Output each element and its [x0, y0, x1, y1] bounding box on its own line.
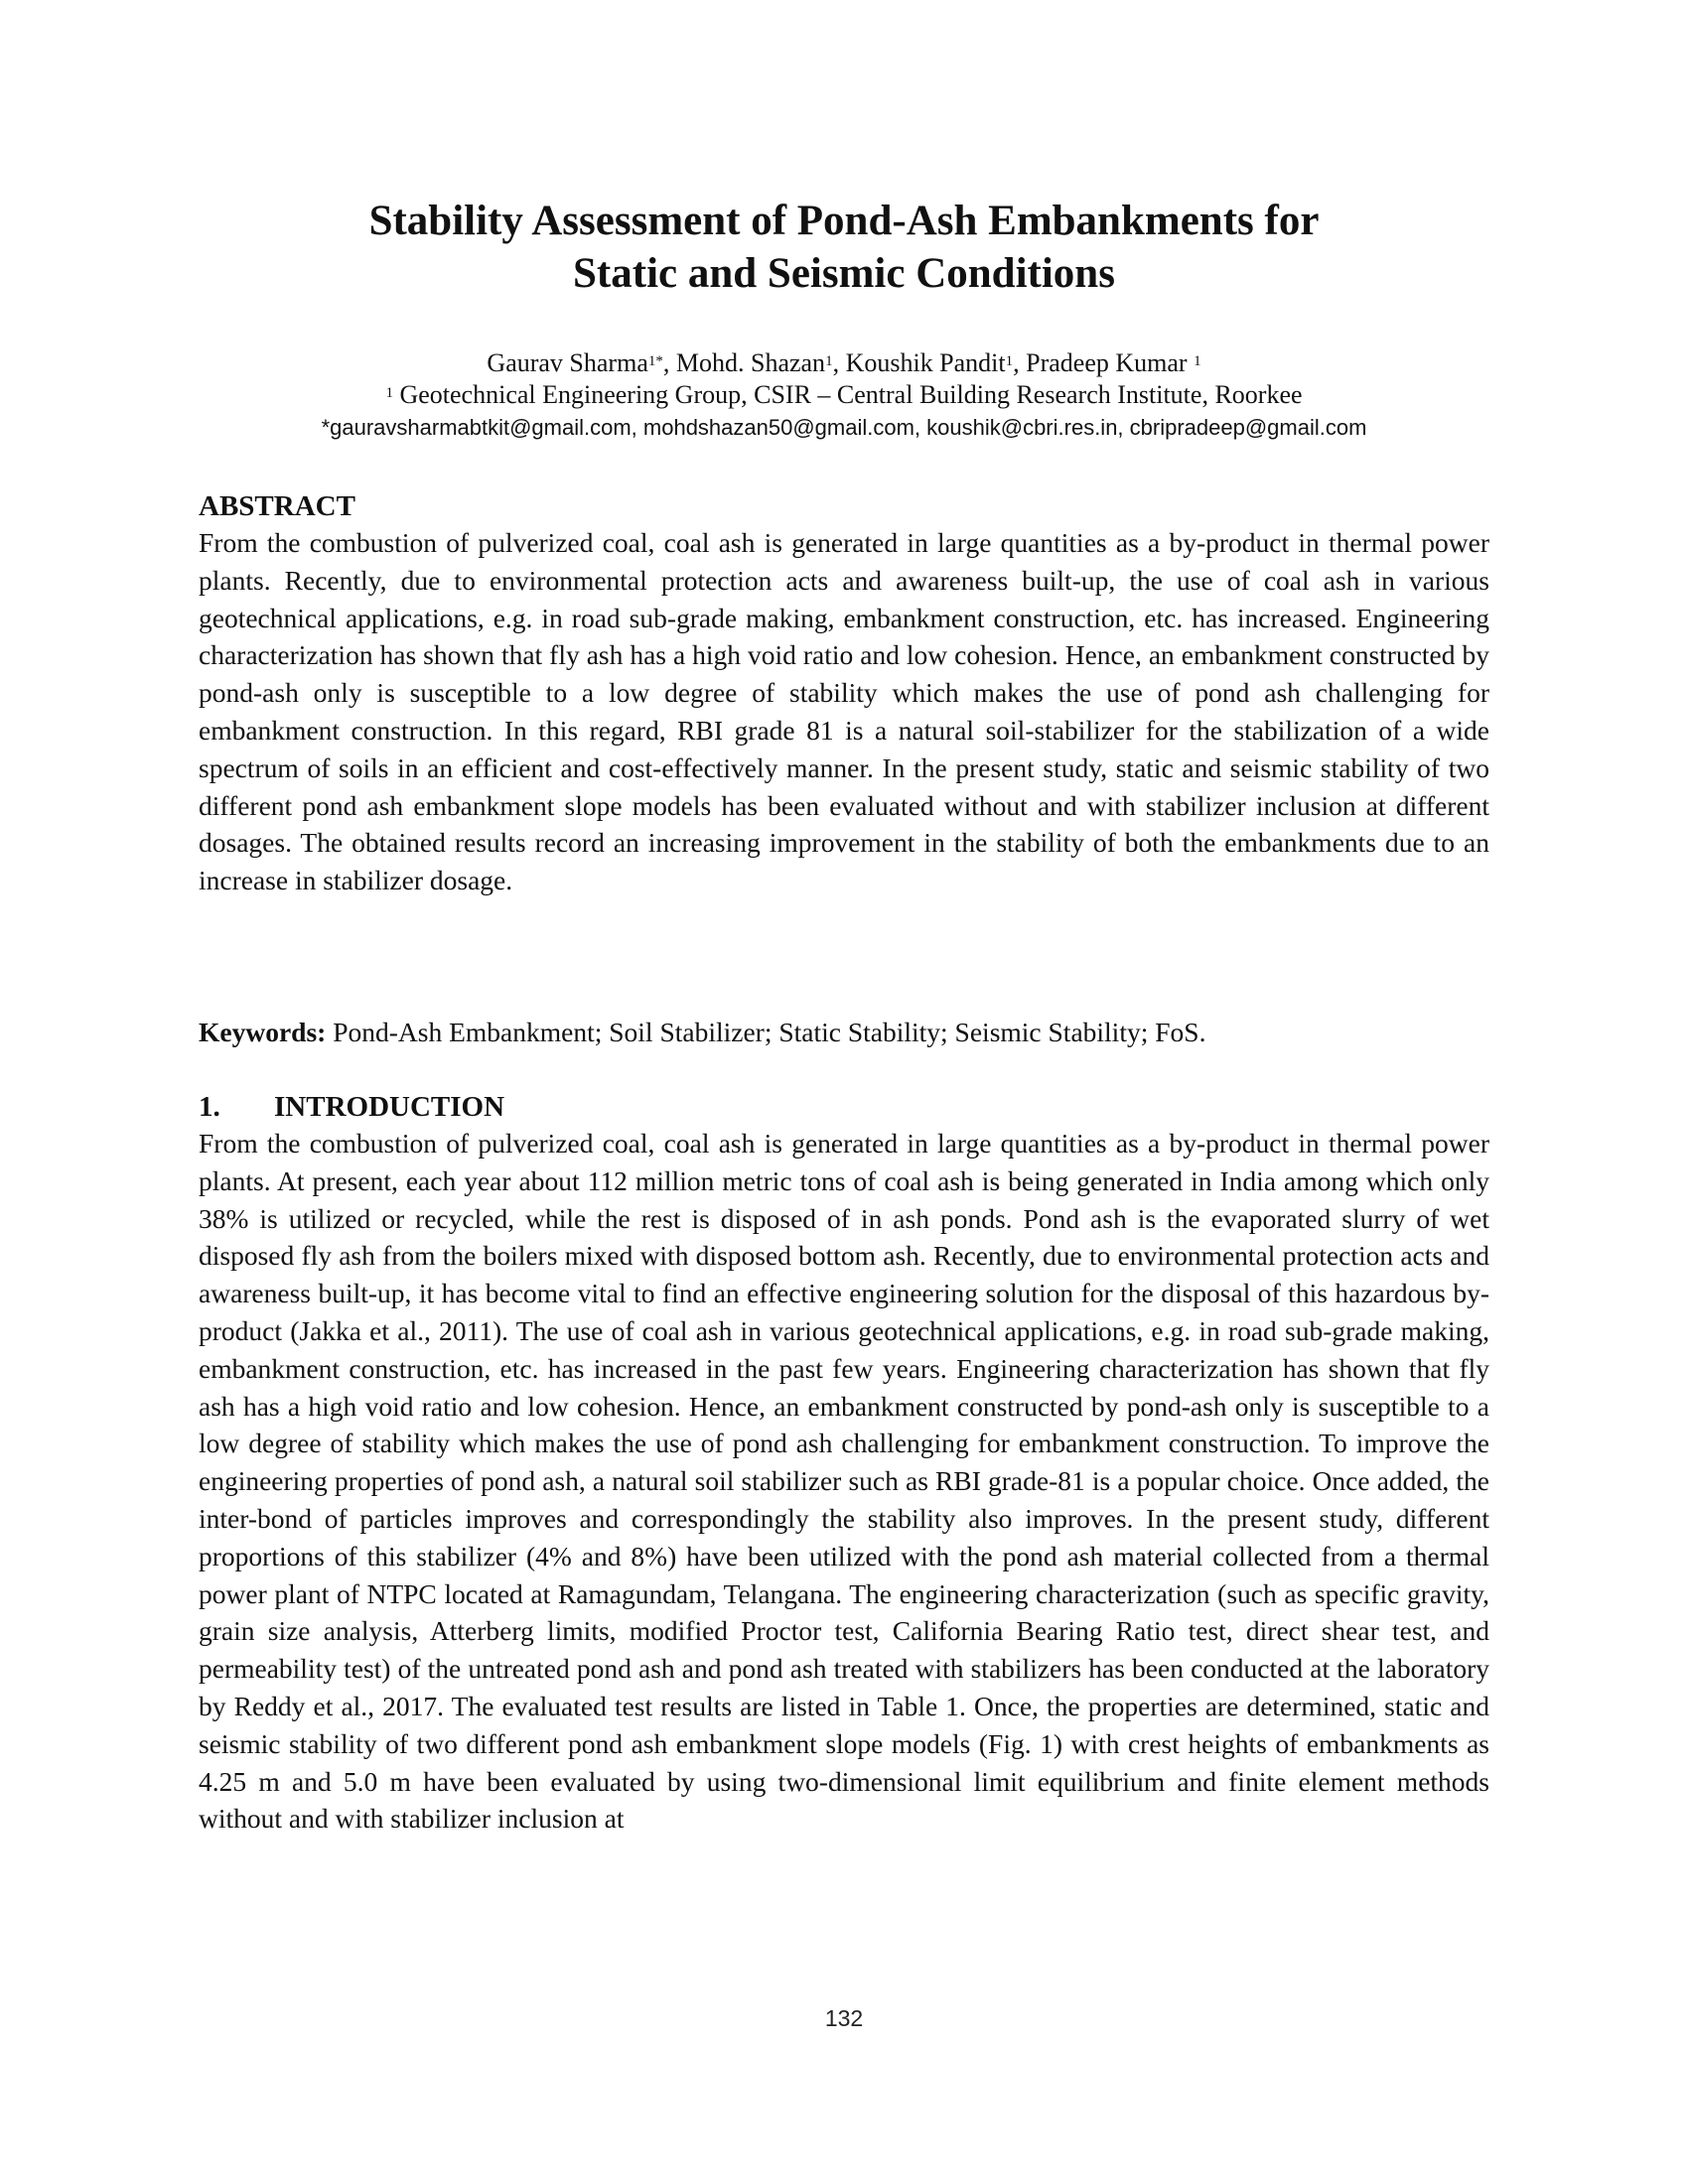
- author-name: Koushik Pandit: [845, 348, 1006, 377]
- introduction-body: [199, 1125, 1489, 1838]
- section-number: 1.: [199, 1091, 220, 1123]
- author-affiliation-mark: 1*: [647, 353, 663, 369]
- keywords: [199, 1014, 1489, 1051]
- title-line-1: Stability Assessment of Pond-Ash Embankments for: [368, 198, 1320, 244]
- abstract-paragraph: From the combustion of pulverized coal, coal ash is generated in large quantities as a by-product in thermal power plants. Recently, due to environmental protection acts and awareness built-up, the use of coal ash in various geotechnical applications, e.g. in road sub-grade making, embankment construction, etc. has increased. Engineering characterization has shown that fly ash has a high void ratio and low cohesion. Hence, an embankment constructed by pond-ash only is susceptible to a low degree of stability which makes the use of pond ash challenging for embankment construction. In this regard, RBI grade 81 is a natural soil-stabilizer for the stabilization of a wide spectrum of soils in an efficient and cost-effectively manner. In the present study, static and seismic stability of two different pond ash embankment slope models has been evaluated without and with stabilizer inclusion at different dosages. The obtained results record an increasing improvement in the stability of both the embankments due to an increase in stabilizer dosage.: [199, 527, 1489, 896]
- keywords-label: Keywords:: [199, 1017, 327, 1047]
- section-heading-introduction: [199, 1089, 504, 1125]
- author-name: Gaurav Sharma: [487, 348, 648, 377]
- abstract-heading: ABSTRACT: [199, 490, 355, 522]
- paper-title: [199, 195, 1489, 300]
- author-block: [199, 347, 1489, 445]
- abstract-body: [199, 524, 1489, 899]
- affiliation-mark: 1: [385, 385, 393, 401]
- author-affiliation-mark: 1: [825, 353, 833, 369]
- affiliation-text: Geotechnical Engineering Group, CSIR – Central Building Research Institute, Roorkee: [399, 380, 1303, 409]
- author-emails: *gauravsharmabtkit@gmail.com, mohdshazan50@gmail.com, koushik@cbri.res.in, cbripradeep@gmail.com: [321, 415, 1367, 440]
- page-number: 132: [824, 2005, 864, 2031]
- author-affiliation: [199, 379, 1489, 411]
- author-affiliation-mark: 1: [1194, 353, 1201, 369]
- keywords-list: Pond-Ash Embankment; Soil Stabilizer; Static Stability; Seismic Stability; FoS.: [333, 1017, 1206, 1047]
- section-title: INTRODUCTION: [274, 1091, 505, 1123]
- title-line-2: Static and Seismic Conditions: [573, 250, 1115, 297]
- introduction-paragraph: From the combustion of pulverized coal, coal ash is generated in large quantities as a by-product in thermal power plants. At present, each year about 112 million metric tons of coal ash is being generated in India among which only 38% is utilized or recycled, while the rest is disposed of in ash ponds. Pond ash is the evaporated slurry of wet disposed fly ash from the boilers mixed with disposed bottom ash. Recently, due to environmental protection acts and awareness built-up, it has become vital to find an effective engineering solution for the disposal of this hazardous by-product (Jakka et al., 2011). The use of coal ash in various geotechnical applications, e.g. in road sub-grade making, embankment construction, etc. has increased in the past few years. Engineering characterization has shown that fly ash has a high void ratio and low cohesion. Hence, an embankment constructed by pond-ash only is susceptible to a low degree of stability which makes the use of pond ash challenging for embankment construction. To improve the engineering properties of pond ash, a natural soil stabilizer such as RBI grade-81 is a popular choice. Once added, the inter-bond of particles improves and correspondingly the stability also improves. In the present study, different proportions of this stabilizer (4% and 8%) have been utilized with the pond ash material collected from a thermal power plant of NTPC located at Ramagundam, Telangana. The engineering characterization (such as specific gravity, grain size analysis, Atterberg limits, modified Proctor test, California Bearing Ratio test, direct shear test, and permeability test) of the untreated pond ash and pond ash treated with stabilizers has been conducted at the laboratory by Reddy et al., 2017. The evaluated test results are listed in Table 1. Once, the properties are determined, static and seismic stability of two different pond ash embankment slope models (Fig. 1) with crest heights of embankments as 4.25 m and 5.0 m have been evaluated by using two-dimensional limit equilibrium and finite element methods without and with stabilizer inclusion at: [199, 1128, 1489, 1835]
- author-name: Mohd. Shazan: [675, 348, 826, 377]
- author-list: Gaurav Sharma$^{1*}$, Mohd. Shazan$^1$, Koushik Pandit$^1$, Pradeep Kumar $^1$: [487, 348, 1201, 377]
- author-affiliation-mark: 1: [1005, 353, 1014, 369]
- author-name: Pradeep Kumar: [1026, 348, 1188, 377]
